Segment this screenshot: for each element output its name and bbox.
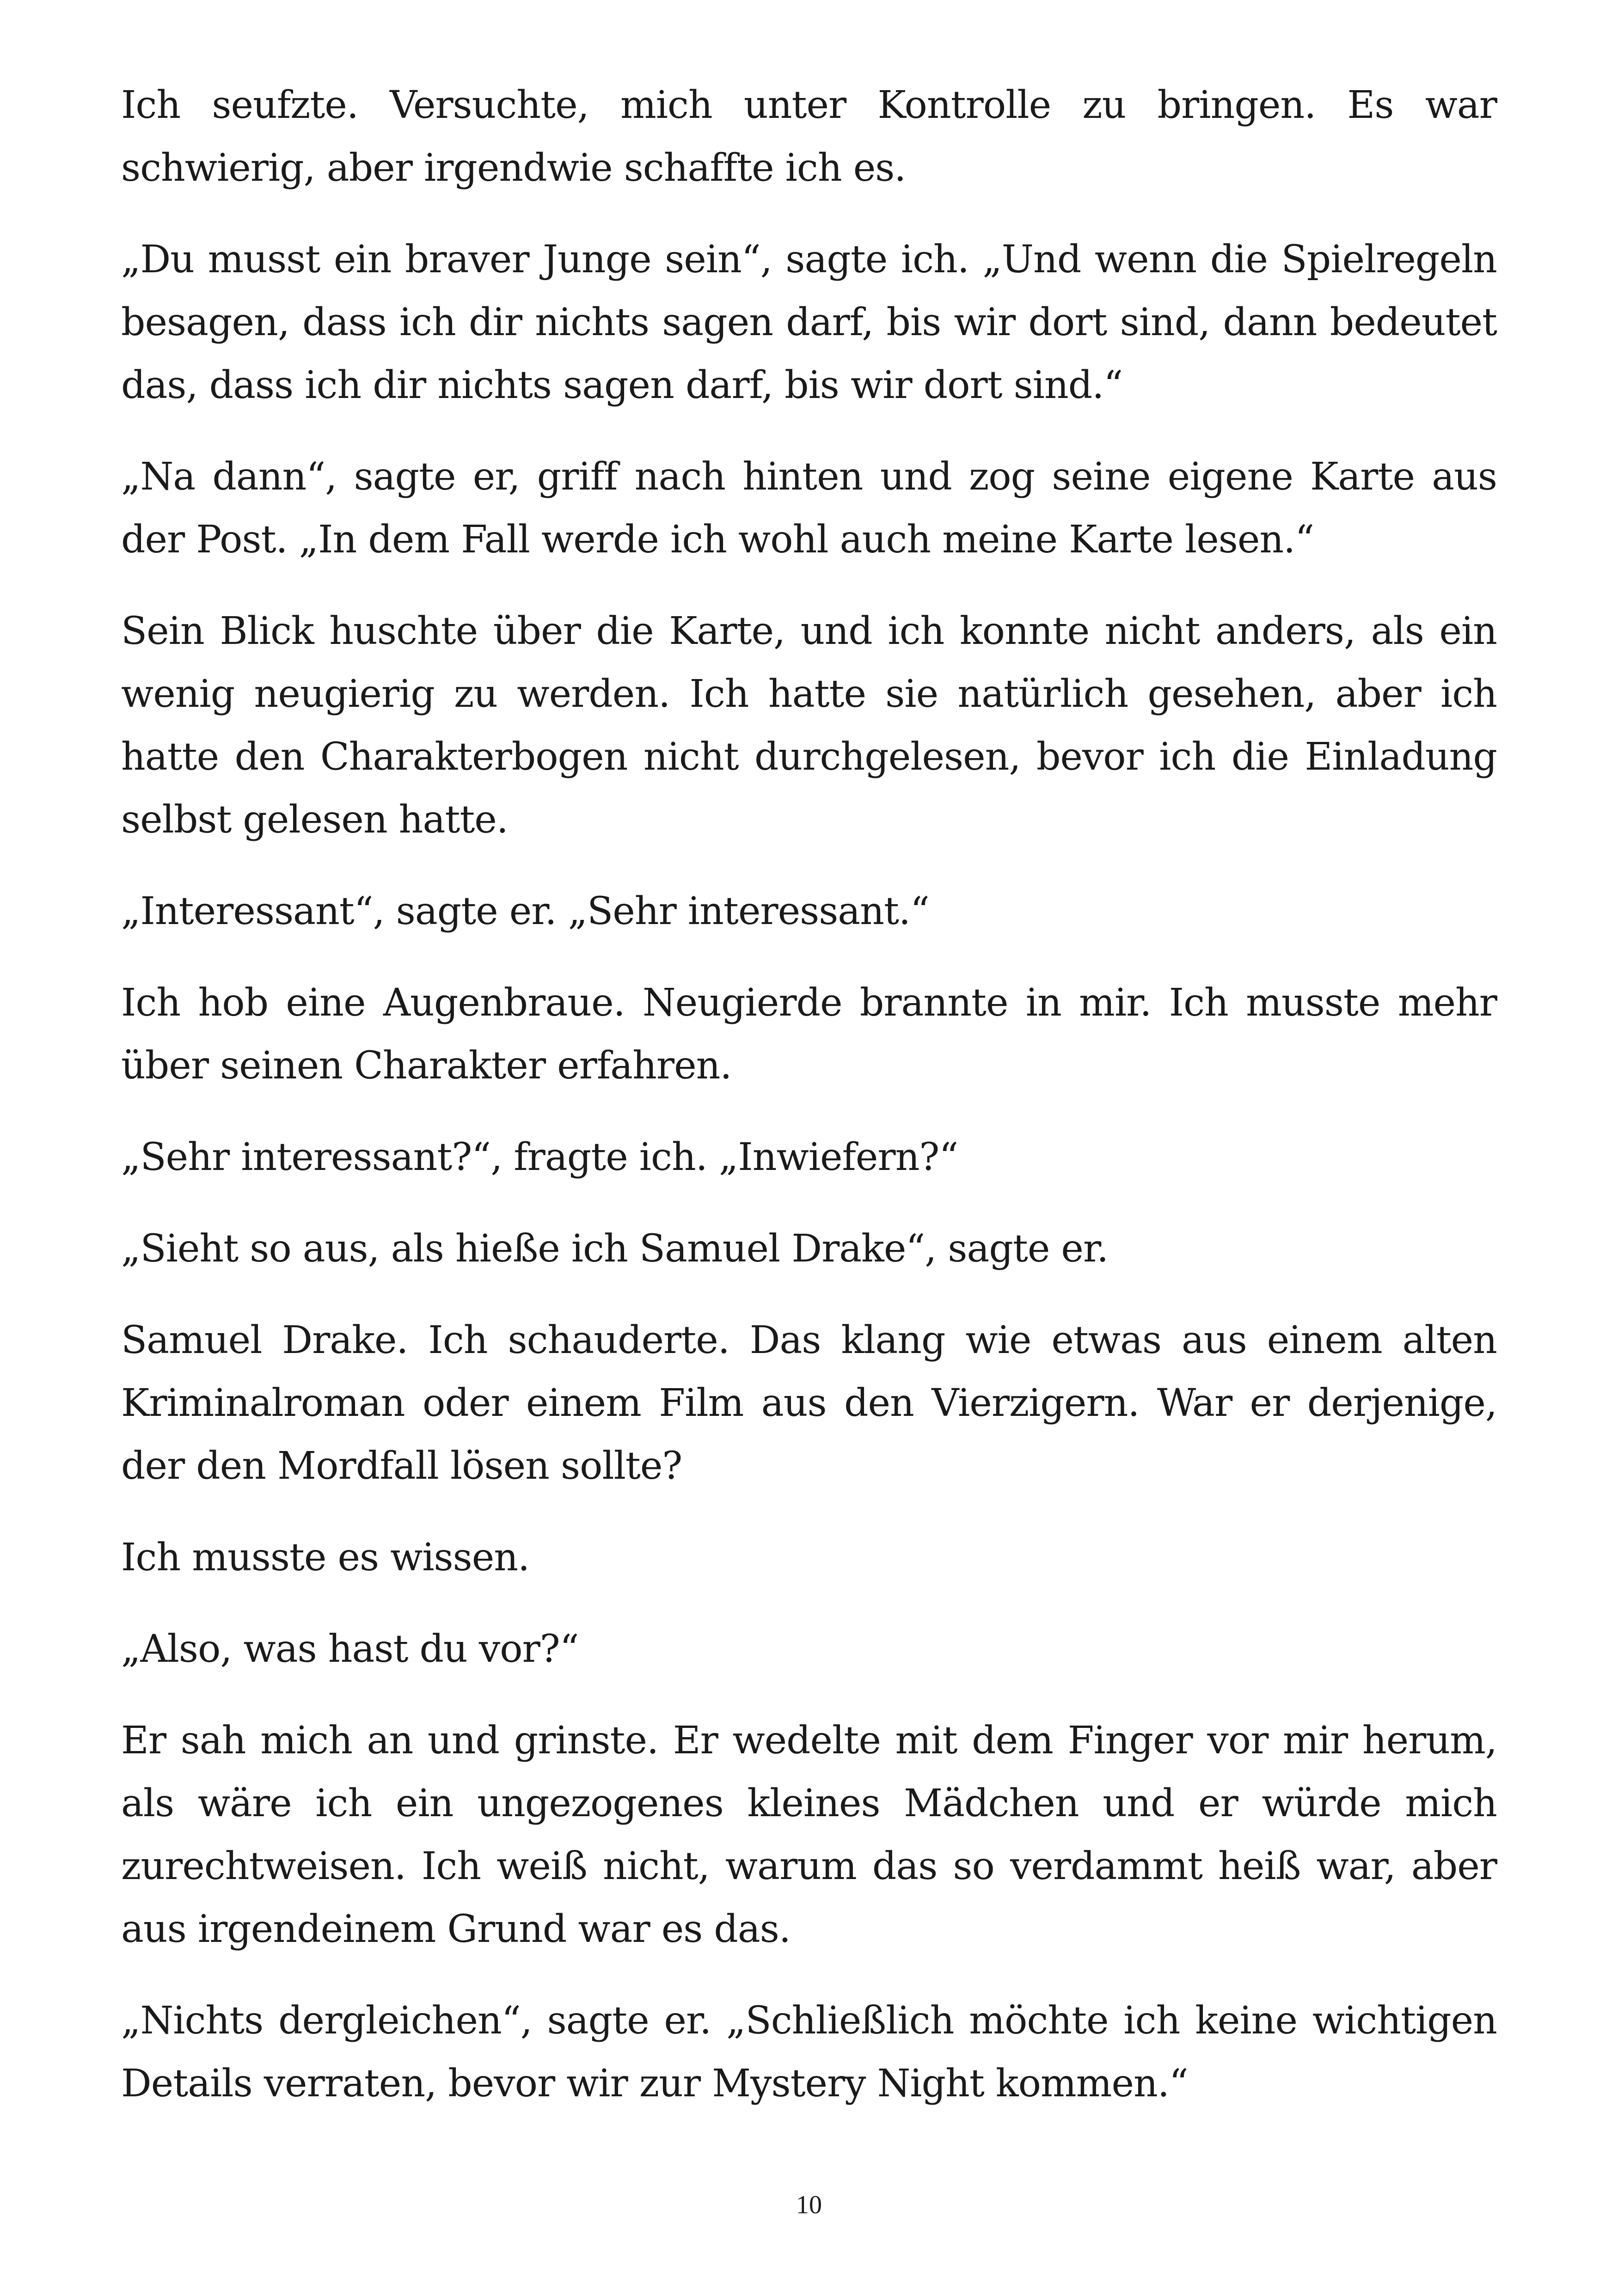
paragraph: „Nichts dergleichen“, sagte er. „Schließlich möchte ich keine wichtigen Details verraten, bevor wir zur Mystery Night kommen.“ — [121, 1999, 1497, 2106]
paragraph: „Sehr interessant?“, fragte ich. „Inwiefern?“ — [121, 1135, 958, 1179]
paragraph: Ich hob eine Augenbraue. Neugierde brannte in mir. Ich musste mehr über seinen Charakter erfahren. — [121, 981, 1497, 1088]
paragraph: „Sieht so aus, als hieße ich Samuel Drake“, sagte er. — [121, 1227, 1109, 1271]
paragraph: „Du musst ein braver Junge sein“, sagte ich. „Und wenn die Spielregeln besagen, dass ich dir nichts sagen darf, bis wir dort sind, dann bedeutet das, dass ich dir nichts sagen darf, bis wir dort sind.“ — [121, 238, 1497, 407]
body-text — [121, 74, 1497, 2144]
paragraph: Sein Blick huschte über die Karte, und ich konnte nicht anders, als ein wenig neugierig zu werden. Ich hatte sie natürlich gesehen, aber ich hatte den Charakterbogen nicht durchgelesen, bevor ich die Einladung selbst gelesen hatte. — [121, 609, 1497, 842]
paragraph: Ich seufzte. Versuchte, mich unter Kontrolle zu bringen. Es war schwierig, aber irgendwie schaffte ich es. — [121, 83, 1497, 190]
paragraph: Samuel Drake. Ich schauderte. Das klang wie etwas aus einem alten Kriminalroman oder einem Film aus den Vierzigern. War er derjenige, der den Mordfall lösen sollte? — [121, 1318, 1497, 1488]
paragraph: „Also, was hast du vor?“ — [121, 1627, 579, 1671]
paragraph: Er sah mich an und grinste. Er wedelte mit dem Finger vor mir herum, als wäre ich ein ungezogenes kleines Mädchen und er würde mich zurechtweisen. Ich weiß nicht, warum das so verdammt heiß war, aber aus irgendeinem Grund war es das. — [121, 1719, 1497, 1951]
page-number: 10 — [796, 2191, 822, 2219]
paragraph: „Na dann“, sagte er, griff nach hinten und zog seine eigene Karte aus der Post. „In dem Fall werde ich wohl auch meine Karte lesen.“ — [121, 455, 1497, 562]
paragraph: „Interessant“, sagte er. „Sehr interessant.“ — [121, 889, 929, 933]
paragraph: Ich musste es wissen. — [121, 1536, 530, 1580]
